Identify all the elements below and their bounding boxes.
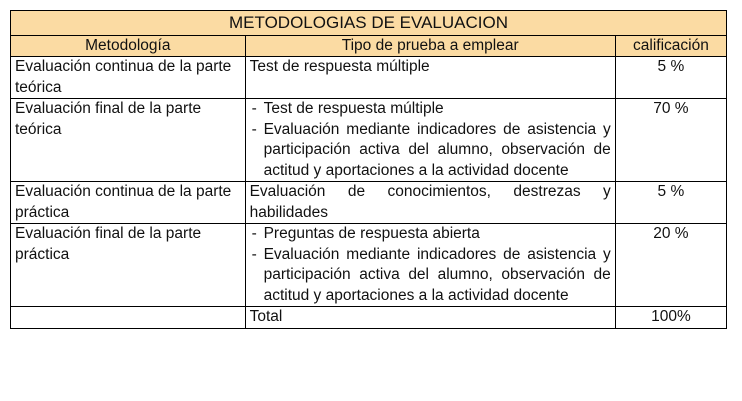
total-row	[11, 307, 727, 329]
header-methodology: Metodología	[11, 36, 246, 57]
header-test-type: Tipo de prueba a emplear	[245, 36, 615, 57]
row-grade: 5 %	[615, 182, 726, 224]
list-item: - Test de respuesta múltiple	[250, 99, 611, 120]
row-methodology: Evaluación final de la parte teórica	[11, 99, 246, 182]
row-methodology: Evaluación continua de la parte teórica	[11, 57, 246, 99]
test-type-list	[250, 224, 611, 306]
table-row	[11, 182, 727, 224]
table-header-row	[11, 36, 727, 57]
row-test-type	[245, 224, 615, 307]
row-methodology: Evaluación continua de la parte práctica	[11, 182, 246, 224]
total-value: 100%	[615, 307, 726, 329]
list-item: - Evaluación mediante indicadores de asistencia y participación activa del alumno, observación de actitud y aportaciones a la actividad docente	[250, 120, 611, 182]
list-item: - Evaluación mediante indicadores de asistencia y participación activa del alumno, observación de actitud y aportaciones a la actividad docente	[250, 245, 611, 307]
row-test-type	[245, 99, 615, 182]
row-test-type: Test de respuesta múltiple	[245, 57, 615, 99]
list-item: - Preguntas de respuesta abierta	[250, 224, 611, 245]
test-type-list	[250, 99, 611, 181]
table-row	[11, 99, 727, 182]
evaluation-methods-table	[10, 10, 727, 329]
table-title: METODOLOGIAS DE EVALUACION	[11, 11, 727, 36]
row-methodology: Evaluación final de la parte práctica	[11, 224, 246, 307]
total-label: Total	[245, 307, 615, 329]
table-row	[11, 57, 727, 99]
total-empty-cell	[11, 307, 246, 329]
row-grade: 5 %	[615, 57, 726, 99]
header-grade: calificación	[615, 36, 726, 57]
table-row	[11, 224, 727, 307]
row-grade: 20 %	[615, 224, 726, 307]
table-title-row	[11, 11, 727, 36]
row-test-type: Evaluación de conocimientos, destrezas y habilidades	[245, 182, 615, 224]
row-grade: 70 %	[615, 99, 726, 182]
